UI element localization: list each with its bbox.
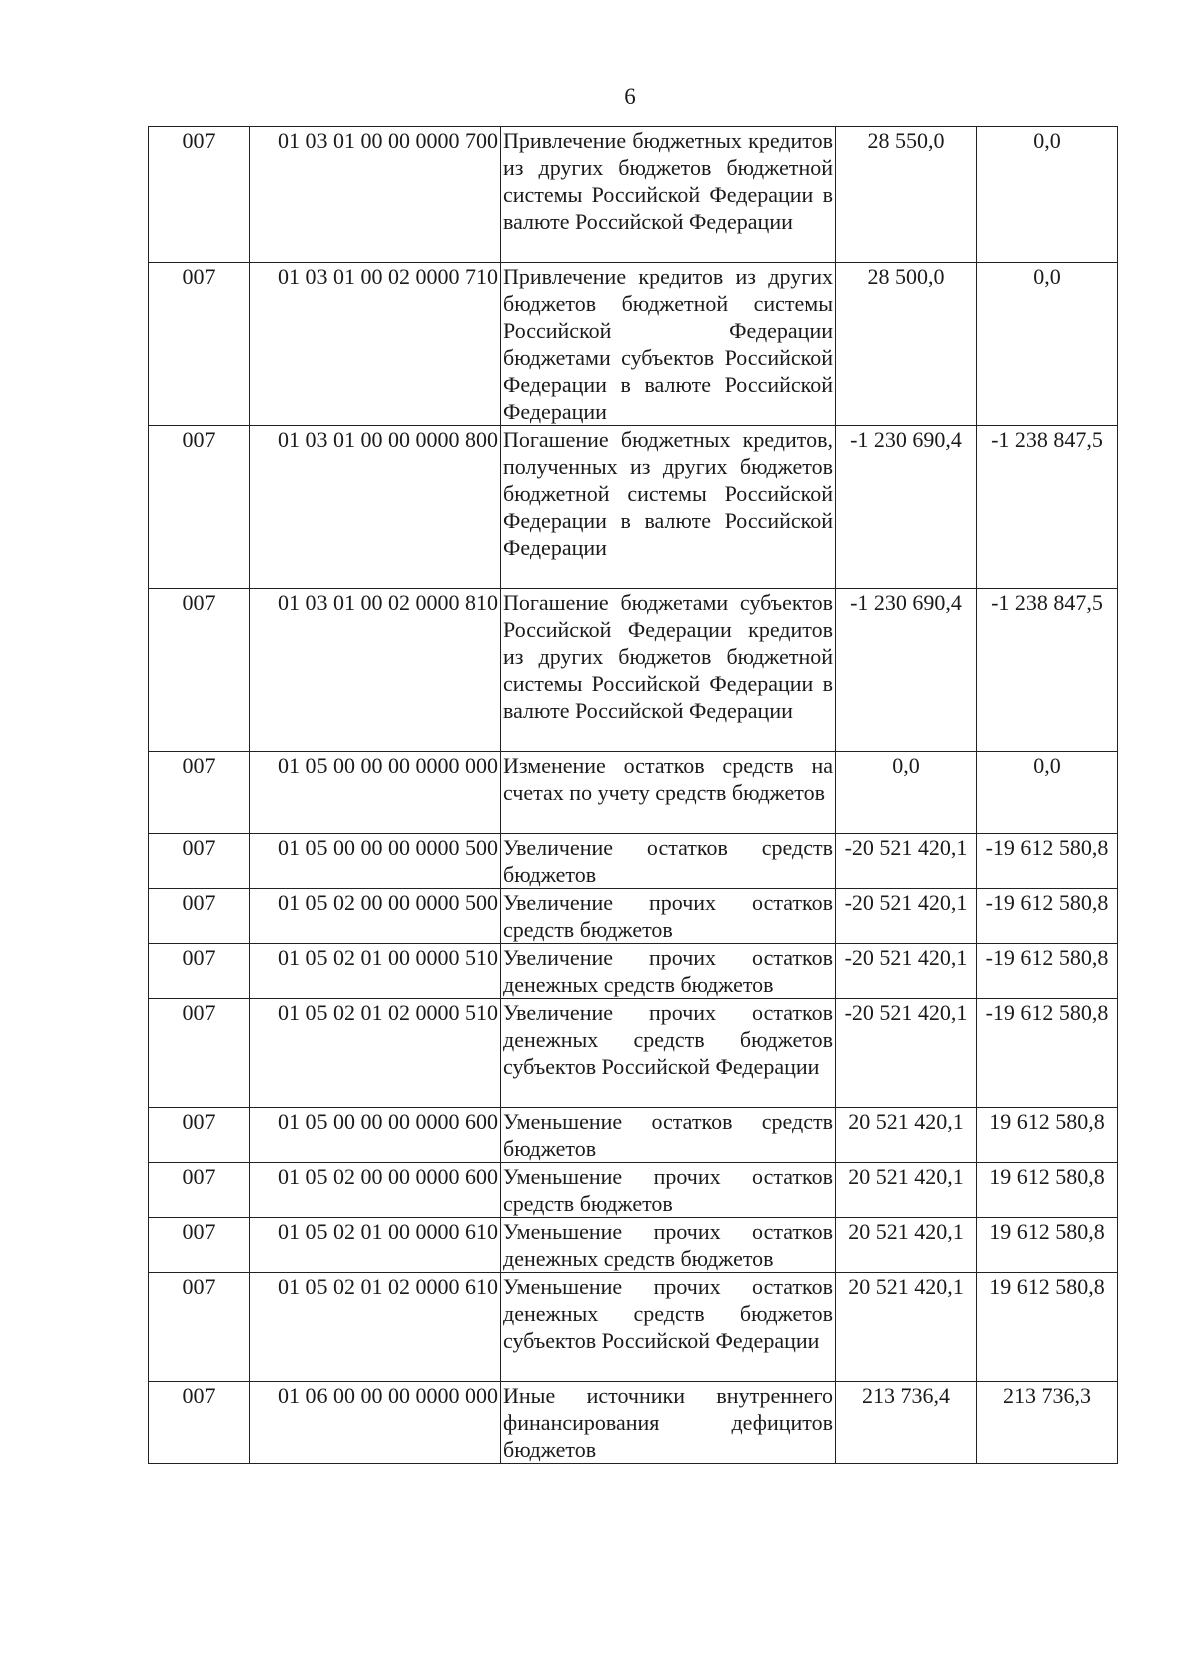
classification-code-cell: 01 03 01 00 02 0000 810 [250, 589, 501, 752]
classification-code-cell: 01 03 01 00 00 0000 800 [250, 426, 501, 589]
classification-code-cell: 01 06 00 00 00 0000 000 [250, 1382, 501, 1464]
table-body [149, 127, 1118, 1464]
amount-year-1-cell: -1 230 690,4 [836, 589, 977, 752]
table-row [149, 1382, 1118, 1464]
classification-code-cell: 01 05 02 00 00 0000 500 [250, 889, 501, 944]
source-name-cell: Иные источники внутреннего финансирования дефицитов бюджетов [501, 1382, 836, 1464]
table-row [149, 589, 1118, 752]
amount-year-2-cell: 0,0 [977, 263, 1118, 426]
amount-year-1-cell: -20 521 420,1 [836, 889, 977, 944]
amount-year-1-cell: 28 500,0 [836, 263, 977, 426]
classification-code-cell: 01 05 00 00 00 0000 600 [250, 1108, 501, 1163]
amount-year-2-cell: -19 612 580,8 [977, 944, 1118, 999]
admin-code-cell: 007 [149, 1108, 250, 1163]
amount-year-2-cell: 19 612 580,8 [977, 1218, 1118, 1273]
classification-code-cell: 01 05 02 01 00 0000 510 [250, 944, 501, 999]
classification-code-cell: 01 03 01 00 00 0000 700 [250, 127, 501, 263]
amount-year-2-cell: -19 612 580,8 [977, 889, 1118, 944]
table-row [149, 999, 1118, 1108]
amount-year-1-cell: 20 521 420,1 [836, 1218, 977, 1273]
table-row [149, 1163, 1118, 1218]
amount-year-2-cell: 0,0 [977, 127, 1118, 263]
source-name-cell: Привлечение кредитов из других бюджетов бюджетной системы Российской Федерации бюджетами субъектов Российской Федерации в валюте Российской Федерации [501, 263, 836, 426]
amount-year-2-cell: 19 612 580,8 [977, 1108, 1118, 1163]
amount-year-1-cell: -20 521 420,1 [836, 834, 977, 889]
admin-code-cell: 007 [149, 834, 250, 889]
source-name-cell: Уменьшение прочих остатков денежных средств бюджетов [501, 1218, 836, 1273]
classification-code-cell: 01 03 01 00 02 0000 710 [250, 263, 501, 426]
table-row [149, 1273, 1118, 1382]
admin-code-cell: 007 [149, 127, 250, 263]
amount-year-1-cell: 28 550,0 [836, 127, 977, 263]
table-row [149, 1108, 1118, 1163]
admin-code-cell: 007 [149, 426, 250, 589]
source-name-cell: Погашение бюджетами субъектов Российской Федерации кредитов из других бюджетов бюджетной системы Российской Федерации в валюте Российской Федерации [501, 589, 836, 752]
admin-code-cell: 007 [149, 889, 250, 944]
amount-year-1-cell: 20 521 420,1 [836, 1163, 977, 1218]
table-row [149, 426, 1118, 589]
amount-year-1-cell: 20 521 420,1 [836, 1273, 977, 1382]
source-name-cell: Увеличение остатков средств бюджетов [501, 834, 836, 889]
amount-year-2-cell: -1 238 847,5 [977, 426, 1118, 589]
budget-sources-table [148, 126, 1118, 1464]
amount-year-2-cell: -19 612 580,8 [977, 999, 1118, 1108]
source-name-cell: Уменьшение остатков средств бюджетов [501, 1108, 836, 1163]
admin-code-cell: 007 [149, 1163, 250, 1218]
table-row [149, 944, 1118, 999]
amount-year-1-cell: -20 521 420,1 [836, 999, 977, 1108]
classification-code-cell: 01 05 02 01 00 0000 610 [250, 1218, 501, 1273]
source-name-cell: Увеличение прочих остатков денежных средств бюджетов субъектов Российской Федерации [501, 999, 836, 1108]
classification-code-cell: 01 05 00 00 00 0000 000 [250, 752, 501, 834]
admin-code-cell: 007 [149, 944, 250, 999]
admin-code-cell: 007 [149, 589, 250, 752]
classification-code-cell: 01 05 02 01 02 0000 610 [250, 1273, 501, 1382]
table-row [149, 263, 1118, 426]
admin-code-cell: 007 [149, 1273, 250, 1382]
table-row [149, 834, 1118, 889]
source-name-cell: Привлечение бюджетных кредитов из других бюджетов бюджетной системы Российской Федерации в валюте Российской Федерации [501, 127, 836, 263]
table-row [149, 127, 1118, 263]
source-name-cell: Погашение бюджетных кредитов, полученных из других бюджетов бюджетной системы Российской Федерации в валюте Российской Федерации [501, 426, 836, 589]
amount-year-1-cell: 0,0 [836, 752, 977, 834]
amount-year-2-cell: -1 238 847,5 [977, 589, 1118, 752]
source-name-cell: Изменение остатков средств на счетах по учету средств бюджетов [501, 752, 836, 834]
source-name-cell: Увеличение прочих остатков денежных средств бюджетов [501, 944, 836, 999]
amount-year-1-cell: 213 736,4 [836, 1382, 977, 1464]
admin-code-cell: 007 [149, 1218, 250, 1273]
table-row [149, 752, 1118, 834]
source-name-cell: Уменьшение прочих остатков средств бюджетов [501, 1163, 836, 1218]
admin-code-cell: 007 [149, 752, 250, 834]
amount-year-2-cell: 213 736,3 [977, 1382, 1118, 1464]
amount-year-2-cell: 19 612 580,8 [977, 1273, 1118, 1382]
classification-code-cell: 01 05 00 00 00 0000 500 [250, 834, 501, 889]
amount-year-1-cell: -1 230 690,4 [836, 426, 977, 589]
admin-code-cell: 007 [149, 999, 250, 1108]
table-row [149, 1218, 1118, 1273]
source-name-cell: Увеличение прочих остатков средств бюджетов [501, 889, 836, 944]
admin-code-cell: 007 [149, 1382, 250, 1464]
admin-code-cell: 007 [149, 263, 250, 426]
amount-year-1-cell: 20 521 420,1 [836, 1108, 977, 1163]
page-number: 6 [624, 84, 636, 109]
amount-year-2-cell: -19 612 580,8 [977, 834, 1118, 889]
classification-code-cell: 01 05 02 00 00 0000 600 [250, 1163, 501, 1218]
amount-year-2-cell: 19 612 580,8 [977, 1163, 1118, 1218]
classification-code-cell: 01 05 02 01 02 0000 510 [250, 999, 501, 1108]
amount-year-2-cell: 0,0 [977, 752, 1118, 834]
source-name-cell: Уменьшение прочих остатков денежных средств бюджетов субъектов Российской Федерации [501, 1273, 836, 1382]
table-row [149, 889, 1118, 944]
amount-year-1-cell: -20 521 420,1 [836, 944, 977, 999]
